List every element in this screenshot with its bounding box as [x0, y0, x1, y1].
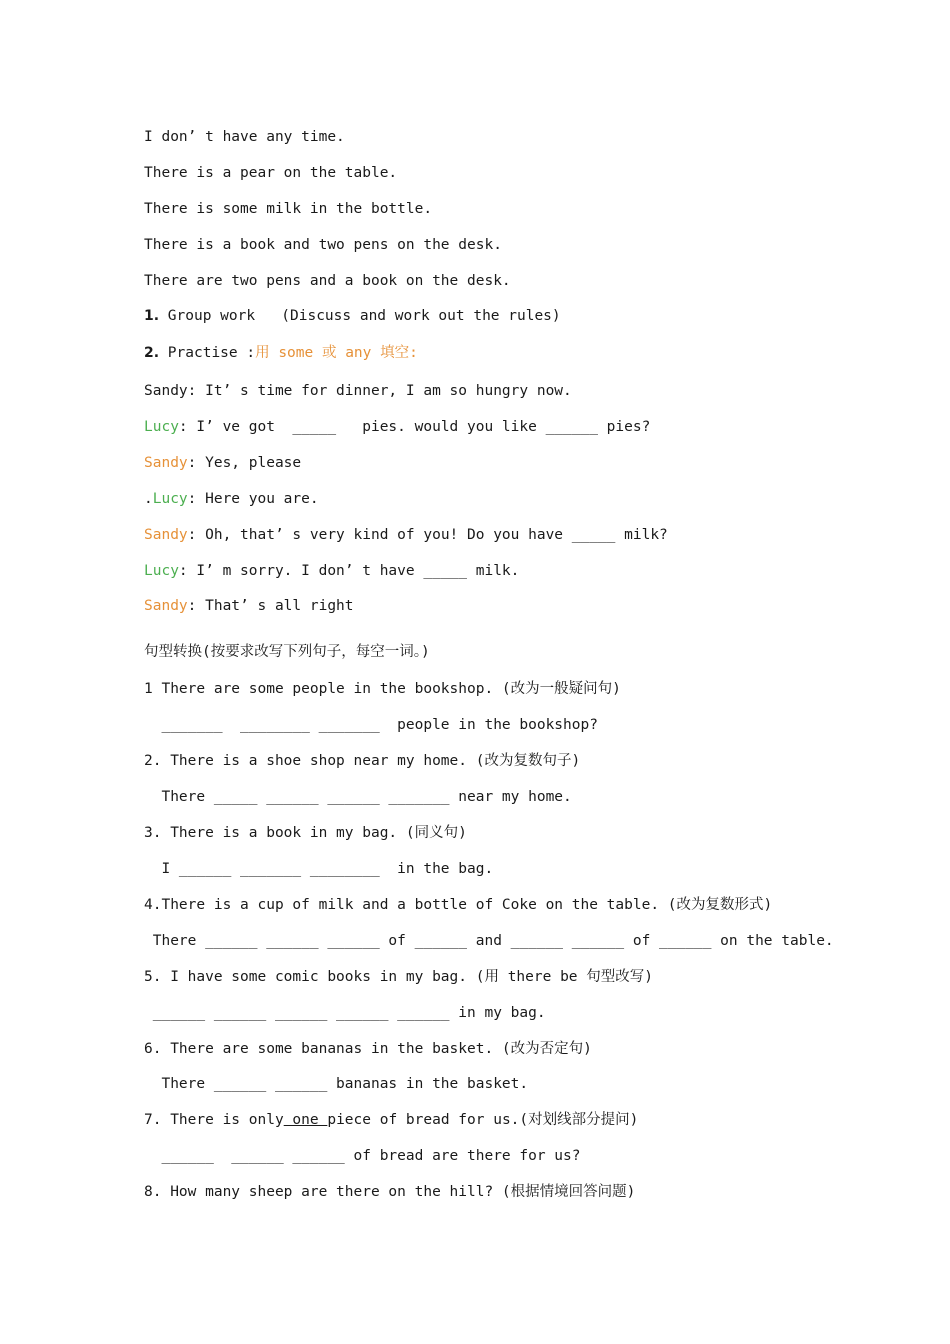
intro-sentence-4: There is a book and two pens on the desk. [144, 237, 502, 253]
transform-heading: 句型转换(按要求改写下列句子，每空一词。) [144, 644, 430, 660]
intro-sentence-3: There is some milk in the bottle. [144, 201, 433, 217]
dialogue-prefix: . [144, 491, 153, 507]
speaker-sandy: Sandy [144, 598, 188, 614]
answer-5: ______ ______ ______ ______ ______ in my bag. [144, 1005, 546, 1021]
task-1-text: Group work (Discuss and work out the rules) [159, 308, 561, 324]
speaker-lucy: Lucy [144, 563, 179, 579]
task-2-instruction: 用 some 或 any 填空: [255, 345, 418, 361]
question-1: 1 There are some people in the bookshop. (改为一般疑问句) [144, 681, 621, 697]
dialogue-line-6 [144, 561, 519, 581]
question-2: 2. There is a shoe shop near my home. (改为复数句子) [144, 753, 581, 769]
question-3: 3. There is a book in my bag. (同义句) [144, 825, 467, 841]
task-2-text: Practise : [159, 345, 256, 361]
answer-4: There ______ ______ ______ of ______ and ______ ______ of ______ on the table. [144, 933, 834, 949]
answer-7: ______ ______ ______ of bread are there for us? [144, 1148, 581, 1164]
dialogue-text: : I’ m sorry. I don’ t have _____ milk. [178, 563, 520, 579]
task-2 [144, 343, 418, 363]
question-7-after: piece of bread for us.(对划线部分提问) [327, 1112, 639, 1128]
intro-sentence-1: I don’ t have any time. [144, 129, 345, 145]
dialogue-line-4 [144, 489, 319, 509]
task-1 [144, 306, 561, 326]
speaker-lucy: Lucy [152, 491, 188, 507]
dialogue-line-2 [144, 417, 650, 437]
question-7 [144, 1110, 638, 1130]
question-7-underlined: one [283, 1112, 328, 1128]
dialogue-line-3 [144, 453, 301, 473]
question-7-before: 7. There is only [144, 1112, 284, 1128]
dialogue-line-5 [144, 525, 668, 545]
dialogue-text: : Yes, please [187, 455, 302, 471]
task-2-number: 2. [144, 345, 160, 361]
dialogue-line-1: Sandy: It’ s time for dinner, I am so hungry now. [144, 383, 572, 399]
answer-1: _______ ________ _______ people in the bookshop? [144, 717, 598, 733]
dialogue-text: : Oh, that’ s very kind of you! Do you have _____ milk? [187, 527, 668, 543]
answer-2: There _____ ______ ______ _______ near my home. [144, 789, 572, 805]
speaker-sandy: Sandy [144, 455, 188, 471]
intro-sentence-5: There are two pens and a book on the desk. [144, 273, 511, 289]
dialogue-text: : Here you are. [187, 491, 319, 507]
question-8: 8. How many sheep are there on the hill? (根据情境回答问题) [144, 1184, 636, 1200]
speaker-lucy: Lucy [144, 419, 179, 435]
answer-3: I ______ _______ ________ in the bag. [144, 861, 494, 877]
task-1-number: 1. [144, 308, 160, 324]
dialogue-text: : I’ ve got _____ pies. would you like ______ pies? [178, 419, 651, 435]
speaker-sandy: Sandy [144, 527, 188, 543]
dialogue-line-7 [144, 596, 354, 616]
question-6: 6. There are some bananas in the basket. (改为否定句) [144, 1041, 592, 1057]
dialogue-text: : That’ s all right [187, 598, 354, 614]
question-5: 5. I have some comic books in my bag. (用 there be 句型改写) [144, 969, 653, 985]
answer-6: There ______ ______ bananas in the basket. [144, 1076, 529, 1092]
question-4: 4.There is a cup of milk and a bottle of Coke on the table. (改为复数形式) [144, 897, 773, 913]
intro-sentence-2: There is a pear on the table. [144, 165, 398, 181]
